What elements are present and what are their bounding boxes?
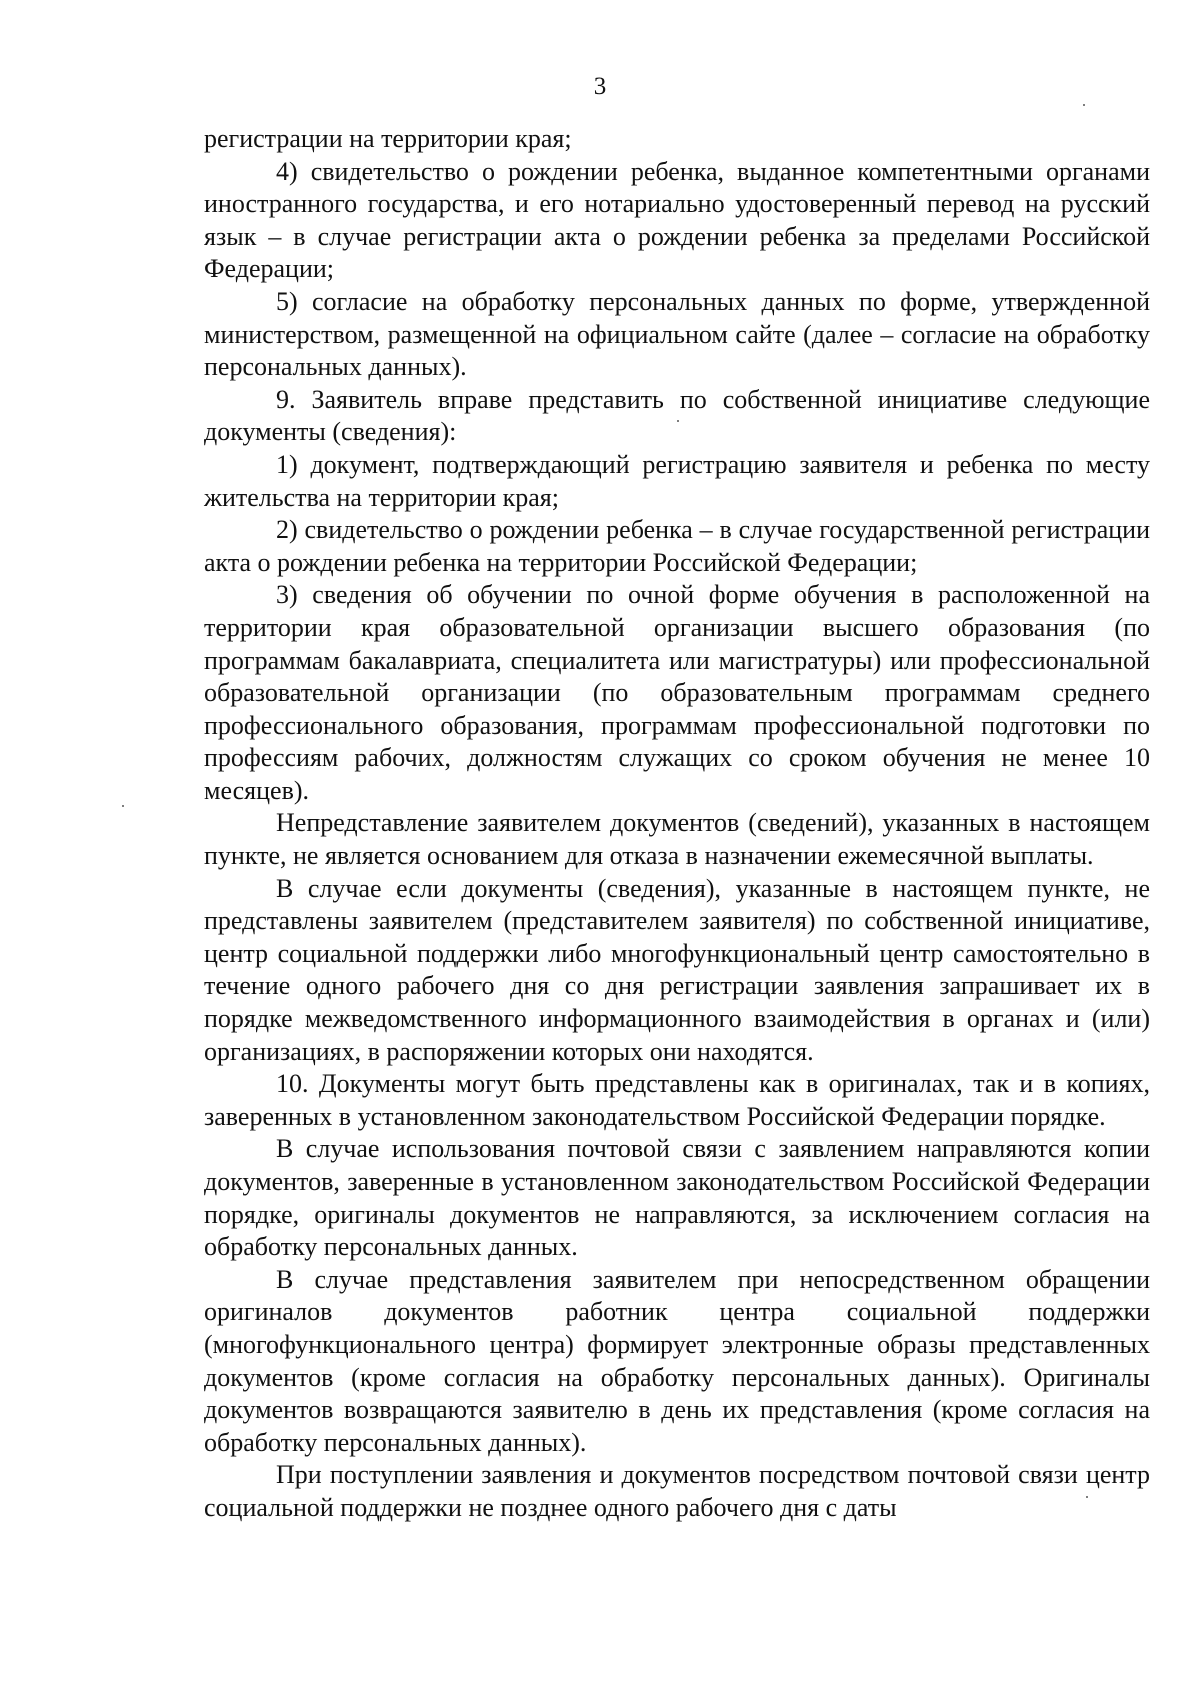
paragraph: 10. Документы могут быть представлены как в оригиналах, так и в копиях, заверенных в установленном законодательством Российской Федерации порядке. bbox=[204, 1069, 1150, 1131]
scan-speck bbox=[677, 420, 679, 422]
paragraph: В случае представления заявителем при непосредственном обращении оригиналов документов работник центра социальной поддержки (многофункционального центра) формирует электронные образы представленных документов (кроме согласия на обработку персональных данных). Оригиналы документов возвращаются заявителю в день их представления (кроме согласия на обработку персональных данных). bbox=[204, 1264, 1150, 1457]
paragraph: 3) сведения об обучении по очной форме обучения в расположенной на территории края образовательной организации высшего образования (по программам бакалавриата, специалитета или магистратуры) или профессиональной образовательной организации (по образовательным программам среднего профессионального образования, программам профессиональной подготовки по профессиям рабочих, должностям служащих со сроком обучения не менее 10 месяцев). bbox=[204, 580, 1150, 805]
paragraph: регистрации на территории края; bbox=[204, 124, 572, 153]
paragraph: 1) документ, подтверждающий регистрацию заявителя и ребенка по месту жительства на территории края; bbox=[204, 449, 1150, 512]
body-text bbox=[204, 123, 1150, 1525]
scan-speck bbox=[1083, 104, 1085, 106]
paragraph: 5) согласие на обработку персональных данных по форме, утвержденной министерством, размещенной на официальном сайте (далее – согласие на обработку персональных данных). bbox=[204, 286, 1150, 382]
scan-speck bbox=[122, 805, 124, 807]
scan-speck bbox=[1086, 1496, 1088, 1498]
paragraph: В случае если документы (сведения), указанные в настоящем пункте, не представлены заявителем (представителем заявителя) по собственной инициативе, центр социальной поддержки либо многофункциональный центр самостоятельно в течение одного рабочего дня со дня регистрации заявления запрашивает их в порядке межведомственного информационного взаимодействия в органах и (или) организациях, в распоряжении которых они находятся. bbox=[204, 873, 1150, 1066]
paragraph: 4) свидетельство о рождении ребенка, выданное компетентными органами иностранного государства, и его нотариально удостоверенный перевод на русский язык – в случае регистрации акта о рождении ребенка за пределами Российской Федерации; bbox=[204, 156, 1150, 284]
paragraph: При поступлении заявления и документов посредством почтовой связи центр социальной поддержки не позднее одного рабочего дня с даты bbox=[204, 1460, 1150, 1522]
page-number: 3 bbox=[593, 73, 607, 100]
paragraph: 9. Заявитель вправе представить по собственной инициативе следующие документы (сведения): bbox=[204, 384, 1150, 447]
paragraph: В случае использования почтовой связи с заявлением направляются копии документов, заверенные в установленном законодательством Российской Федерации порядке, оригиналы документов не направляются, за исключением согласия на обработку персональных данных. bbox=[204, 1134, 1150, 1262]
paragraph: Непредставление заявителем документов (сведений), указанных в настоящем пункте, не является основанием для отказа в назначении ежемесячной выплаты. bbox=[204, 808, 1150, 871]
paragraph: 2) свидетельство о рождении ребенка – в случае государственной регистрации акта о рождении ребенка на территории Российской Федерации; bbox=[204, 515, 1150, 577]
